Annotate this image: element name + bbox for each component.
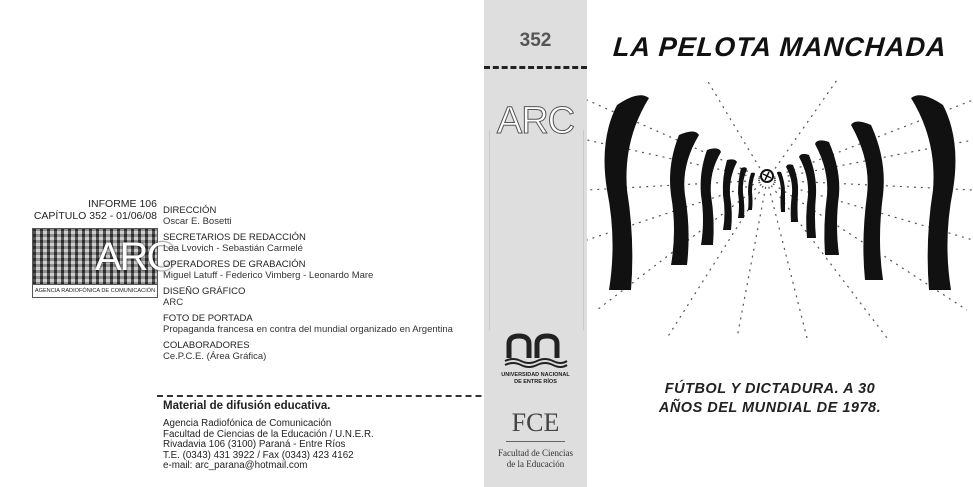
credit-colaboradores: COLABORADORES Ce.P.C.E. (Área Gráfica) (163, 340, 267, 362)
contact-address: Rivadavia 106 (3100) Paraná - Entre Ríos (163, 439, 346, 450)
spine-arc-logo: ARC (496, 100, 575, 142)
uner-logo-icon (501, 330, 571, 370)
informe-number: INFORME 106 (88, 198, 157, 210)
spine-number: 352 (519, 30, 552, 51)
fce-logo: FCE (511, 408, 560, 437)
credit-secretarios: SECRETARIOS DE REDACCIÓN Lea Lvovich - Sebastián Carmelé (163, 232, 306, 254)
uner-caption: UNIVERSIDAD NACIONAL DE ENTRE RÍOS (501, 372, 570, 385)
contact-faculty: Facultad de Ciencias de la Educación / U.N.E.R. (163, 428, 374, 440)
credit-direccion: DIRECCIÓN Oscar E. Bosetti (163, 205, 232, 227)
chapter-line: CAPÍTULO 352 - 01/06/08 (33, 210, 157, 222)
credit-operadores: OPERADORES DE GRABACIÓN Miguel Latuff - Federico Vimberg - Leonardo Mare (163, 259, 374, 281)
cover-image (587, 80, 973, 343)
material-heading: Material de difusión educativa. (163, 400, 331, 412)
contact-block (163, 419, 374, 472)
cover-title: LA PELOTA MANCHADA (612, 32, 948, 62)
credits-list (163, 206, 473, 368)
cover-artwork (587, 80, 973, 338)
contact-phone: T.E. (0343) 431 3922 / Fax (0343) 423 4162 (163, 449, 354, 461)
credit-foto: FOTO DE PORTADA Propaganda francesa en contra del mundial organizado en Argentina (163, 313, 453, 335)
contact-email[interactable]: e-mail: arc_parana@hotmail.com (163, 460, 308, 471)
fce-caption: Facultad de Ciencias de la Educación (498, 448, 573, 469)
spine (484, 0, 587, 487)
arc-logo-text: ARC (95, 235, 174, 279)
credit-diseno: DISEÑO GRÁFICO ARC (163, 286, 246, 308)
informe-heading (0, 198, 157, 222)
arc-logo-caption: AGENCIA RADIOFÓNICA DE COMUNICACIÓN (33, 284, 157, 297)
spine-dashed-line (484, 66, 587, 69)
arc-logo (32, 228, 174, 298)
uner-logo (484, 330, 587, 375)
contact-agency: Agencia Radiofónica de Comunicación (163, 418, 332, 429)
cover-subtitle: FÚTBOL Y DICTADURA. A 30 AÑOS DEL MUNDIAL DE 1978. (658, 381, 882, 416)
